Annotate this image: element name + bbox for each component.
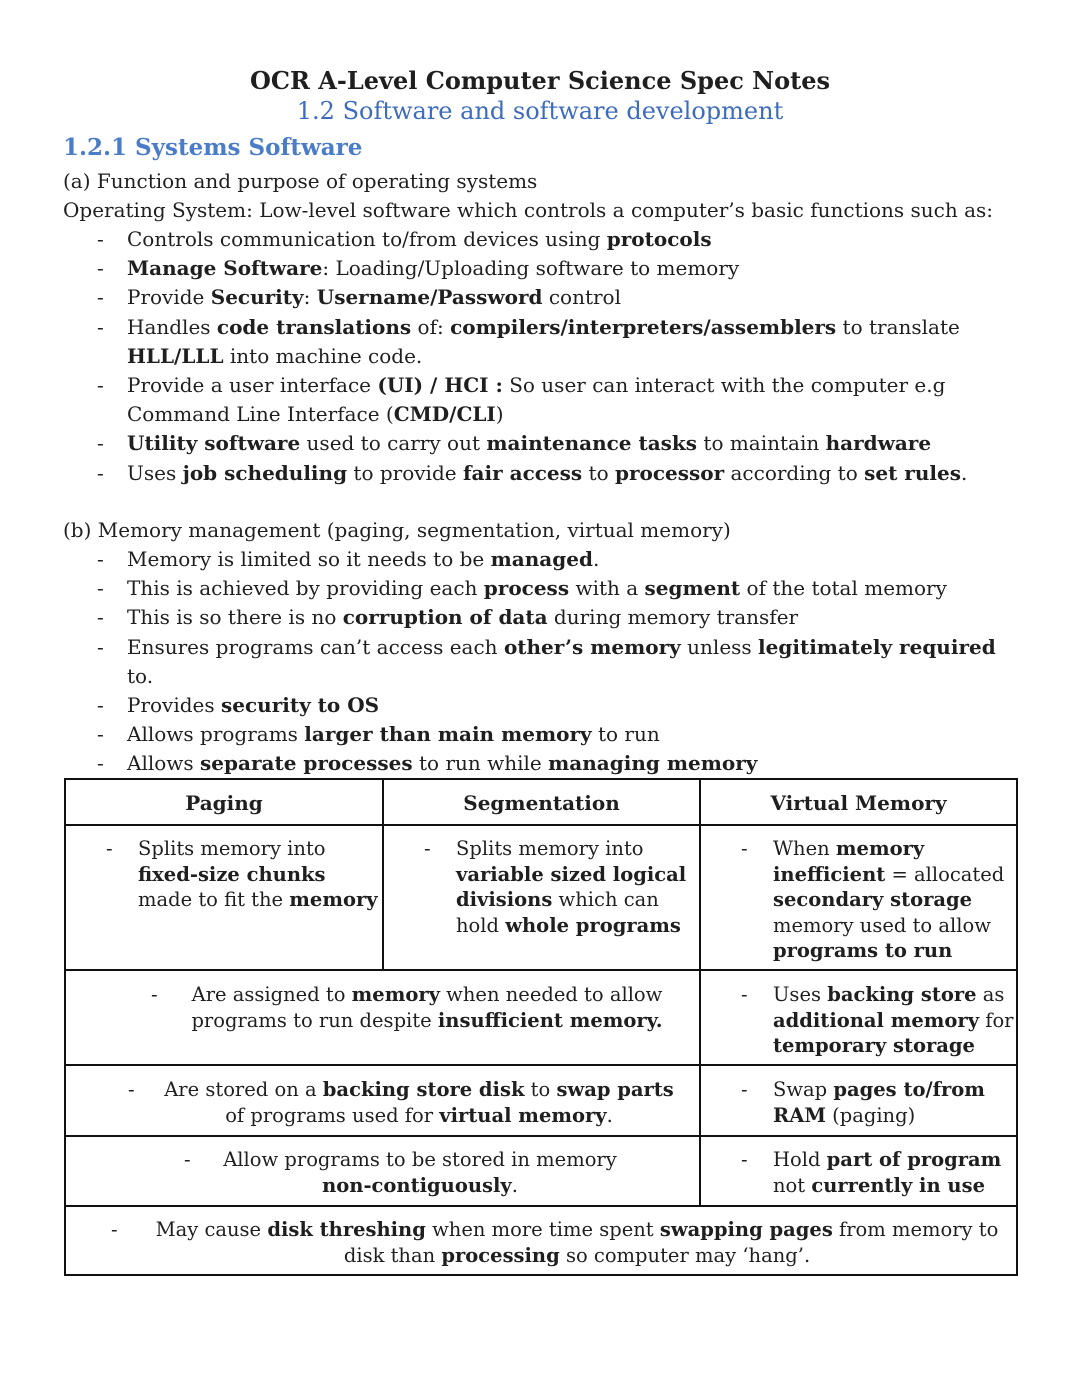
part-a-heading: (a) Function and purpose of operating systems bbox=[63, 169, 538, 193]
table-cell-shared: - Are assigned to memory when needed to allow programs to run despite insufficient memory. bbox=[151, 983, 663, 1032]
table-divider bbox=[66, 824, 1016, 826]
os-functions-list bbox=[97, 225, 1027, 488]
part-a-intro: Operating System: Low-level software which controls a computer’s basic functions such as: bbox=[63, 198, 994, 222]
column-header-segmentation: Segmentation bbox=[463, 791, 620, 815]
list-item: - Ensures programs can’t access each other’s memory unless legitimately required to. bbox=[97, 634, 996, 688]
table-cell-virtual-memory: - Uses backing store as additional memory for temporary storage bbox=[741, 983, 1014, 1057]
list-item: - Provide a user interface (UI) / HCI : So user can interact with the computer e.g Command Line Interface (CMD/CLI) bbox=[97, 373, 946, 427]
table-divider bbox=[66, 969, 1016, 971]
table-cell-shared: - Allow programs to be stored in memory non-contiguously. bbox=[184, 1148, 617, 1197]
table-divider bbox=[699, 780, 701, 1207]
table-cell-virtual-memory: - Swap pages to/from RAM (paging) bbox=[741, 1078, 985, 1127]
table-cell-all: - May cause disk threshing when more time spent swapping pages from memory to disk than processing so computer may ‘hang’. bbox=[111, 1218, 999, 1267]
table-divider bbox=[66, 1064, 1016, 1066]
list-item: - Utility software used to carry out maintenance tasks to maintain hardware bbox=[97, 431, 932, 456]
list-item: - Uses job scheduling to provide fair access to processor according to set rules. bbox=[97, 460, 968, 485]
memory-comparison-table bbox=[64, 778, 1018, 1276]
part-b-heading: (b) Memory management (paging, segmentation, virtual memory) bbox=[63, 518, 731, 542]
list-item: - Controls communication to/from devices using protocols bbox=[97, 227, 712, 251]
list-item: - Allows programs larger than main memory to run bbox=[97, 722, 660, 747]
list-item: - This is so there is no corruption of data during memory transfer bbox=[97, 605, 799, 630]
column-header-virtual-memory: Virtual Memory bbox=[770, 791, 947, 815]
table-divider bbox=[66, 1135, 1016, 1137]
table-cell-virtual-memory: - When memory inefficient = allocated secondary storage memory used to allow programs to run bbox=[741, 837, 1005, 962]
list-item: - This is achieved by providing each process with a segment of the total memory bbox=[97, 576, 947, 601]
page-title: OCR A-Level Computer Science Spec Notes bbox=[250, 66, 830, 95]
table-divider bbox=[66, 1205, 1016, 1207]
section-heading: 1.2.1 Systems Software bbox=[63, 134, 363, 161]
column-header-paging: Paging bbox=[185, 791, 263, 815]
memory-management-list bbox=[97, 545, 1027, 779]
list-item: - Manage Software: Loading/Uploading software to memory bbox=[97, 256, 740, 281]
table-cell-segmentation: - Splits memory into variable sized logical divisions which can hold whole programs bbox=[424, 837, 687, 937]
list-item: - Provides security to OS bbox=[97, 693, 380, 718]
table-cell-virtual-memory: - Hold part of program not currently in use bbox=[741, 1148, 1002, 1197]
page-subtitle: 1.2 Software and software development bbox=[296, 97, 784, 125]
table-cell-paging: - Splits memory into fixed-size chunks made to fit the memory bbox=[106, 837, 378, 911]
list-item: - Memory is limited so it needs to be managed. bbox=[97, 547, 600, 571]
list-item: - Provide Security: Username/Password control bbox=[97, 285, 621, 310]
list-item: - Allows separate processes to run while managing memory bbox=[97, 751, 758, 776]
table-cell-shared: - Are stored on a backing store disk to swap parts of programs used for virtual memory. bbox=[128, 1078, 674, 1127]
list-item: - Handles code translations of: compilers/interpreters/assemblers to translate HLL/LLL into machine code. bbox=[97, 314, 960, 368]
